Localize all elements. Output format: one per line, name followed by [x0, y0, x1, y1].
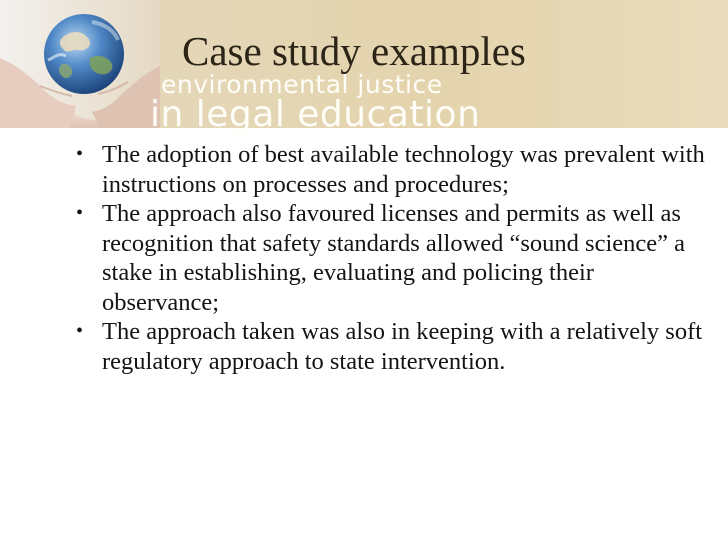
hands-holding-globe-icon — [0, 0, 160, 128]
banner-text-line-2: in legal education — [150, 94, 481, 135]
slide-title: Case study examples — [182, 28, 526, 74]
bullet-text: The approach also favoured licenses and permits as well as recognition that safety standards allowed “sound science” a stake in establishing, evaluating and policing their observance; — [102, 200, 686, 316]
banner-text-line-1: environmental justice — [161, 70, 443, 99]
bullet-dot-icon: • — [76, 320, 84, 342]
bullet-item — [76, 140, 706, 199]
bullet-text: The approach taken was also in keeping with a relatively soft regulatory approach to state intervention. — [102, 318, 703, 375]
bullet-text: The adoption of best available technology was prevalent with instructions on processes and procedures; — [102, 141, 705, 198]
bullet-list — [76, 140, 706, 376]
bullet-dot-icon: • — [76, 202, 84, 224]
bullet-item — [76, 199, 706, 317]
bullet-dot-icon: • — [76, 143, 84, 165]
bullet-item — [76, 317, 706, 376]
